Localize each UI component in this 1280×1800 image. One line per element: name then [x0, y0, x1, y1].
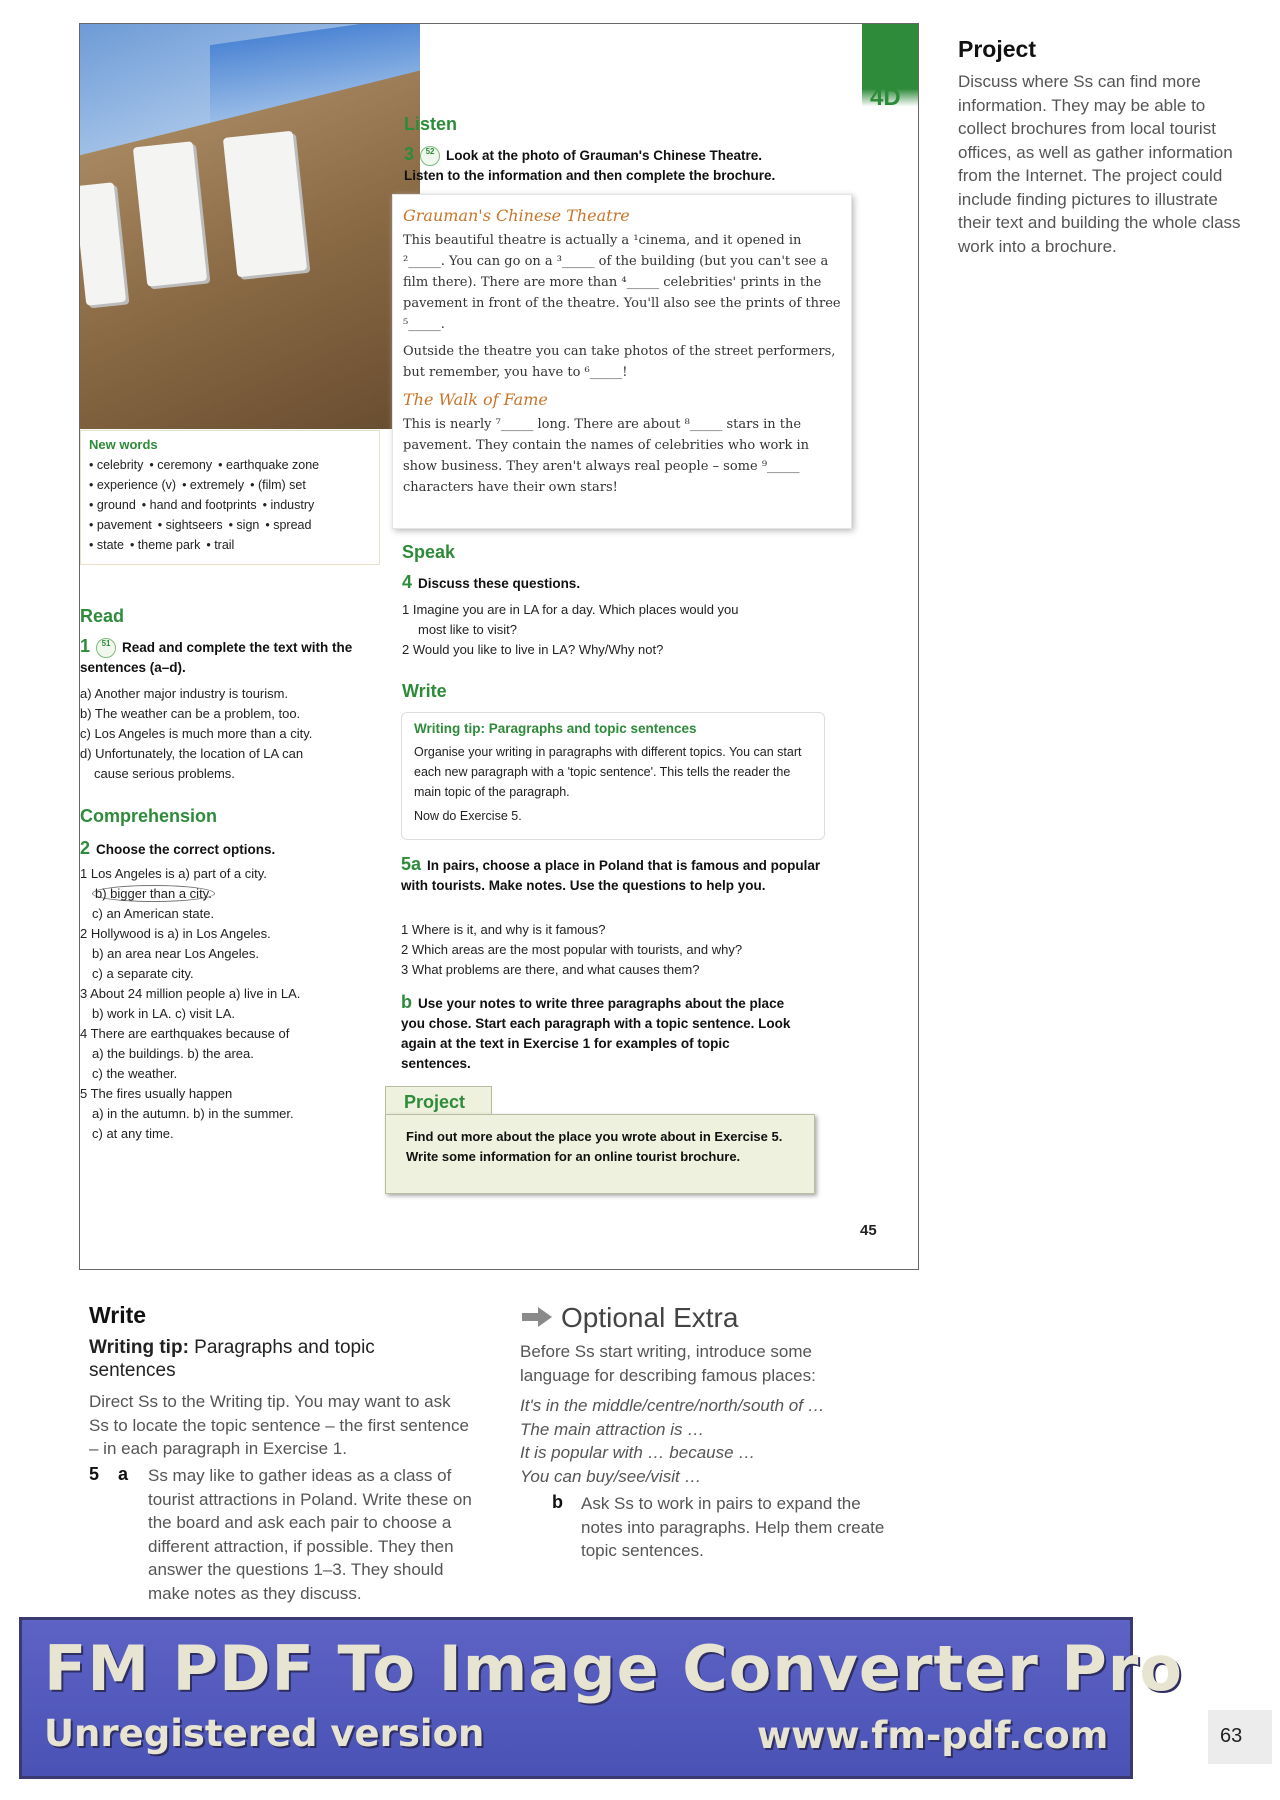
new-words-title: New words	[89, 437, 158, 452]
watermark-url: www.fm-pdf.com	[757, 1714, 1109, 1757]
brochure-title: The Walk of Fame	[403, 390, 548, 409]
speak-instruction: 4 Discuss these questions.	[402, 572, 581, 592]
optional-extra-phrases: It's in the middle/centre/north/south of … The main attraction is … It is popular with … because … You can buy/see/visit …	[520, 1396, 825, 1486]
optional-extra-intro: Before Ss start writing, introduce some language for describing famous places:	[520, 1342, 816, 1385]
write-notes-heading: Write	[89, 1302, 147, 1328]
new-words-row: • state • theme park • trail	[89, 538, 235, 552]
comprehension-heading: Comprehension	[80, 806, 218, 826]
project-label: Project	[404, 1092, 466, 1112]
listen-heading: Listen	[404, 114, 458, 134]
notes-ex5b-text: Ask Ss to work in pairs to expand the notes into paragraphs. Help them create topic sentences.	[581, 1494, 885, 1560]
student-page-number: 45	[860, 1222, 877, 1239]
brochure-title: Grauman's Chinese Theatre	[403, 206, 630, 225]
unit-tab	[862, 24, 918, 142]
listen-instruction: 3 52 Look at the photo of Grauman's Chinese Theatre. Listen to the information and then complete the brochure.	[404, 144, 776, 184]
brochure-paragraph: This is nearly ⁷_____ long. There are about ⁸_____ stars in the pavement. They contain the names of celebrities who work in show business. They aren't always real people – some ⁹_____ characters have their own stars!	[403, 417, 810, 495]
student-book-page	[79, 23, 919, 1270]
hollywood-sign-photo	[80, 24, 420, 429]
new-words-box	[80, 430, 380, 565]
notes-ex5b-letter: b	[552, 1492, 563, 1512]
exercise-5a-instruction: 5a In pairs, choose a place in Poland that is famous and popular with tourists. Make notes. Use the questions to help you.	[401, 854, 821, 893]
project-notes-body: Discuss where Ss can find more information. They may be able to collect brochures from local tourist offices, as well as gather information from the Internet. The project could include finding pictures to illustrate their text and building the whole class work into a brochure.	[958, 72, 1241, 256]
exercise-5a-questions: 1 Where is it, and why is it famous? 2 Which areas are the most popular with tourists, and why? 3 What problems are there, and what causes them?	[401, 922, 743, 977]
new-words-row: • ground • hand and footprints • industry	[89, 498, 315, 512]
writing-tip-now: Now do Exercise 5.	[414, 809, 522, 823]
new-words-row: • celebrity • ceremony • earthquake zone	[89, 458, 320, 472]
notes-ex5-number: 5	[89, 1464, 100, 1484]
project-text: Find out more about the place you wrote about in Exercise 5. Write some information for an online tourist brochure.	[406, 1129, 783, 1164]
notes-ex5a-text: Ss may like to gather ideas as a class of tourist attractions in Poland. Write these on the board and ask each pair to choose a different attraction, if possible. They then answer the questions 1–3. They should make notes as they discuss.	[148, 1466, 472, 1603]
writing-tip-body: Organise your writing in paragraphs with different topics. You can start each new paragraph with a 'topic sentence'. This tells the reader the main topic of the paragraph.	[414, 745, 802, 799]
speak-questions: 1 Imagine you are in LA for a day. Which places would you most like to visit? 2 Would you like to live in LA? Why/Why not?	[402, 602, 739, 657]
notes-ex5a-letter: a	[118, 1464, 129, 1484]
writing-tip-box	[401, 712, 825, 840]
cd-icon: 51	[96, 638, 116, 658]
watermark-title: FM PDF To Image Converter Pro	[44, 1632, 1183, 1705]
unit-tab-label: 4D	[870, 84, 901, 111]
writing-tip-notes-title: Writing tip: Paragraphs and topic sentences	[89, 1337, 375, 1381]
watermark-subtitle: Unregistered version	[44, 1712, 485, 1755]
write-heading: Write	[402, 681, 447, 701]
read-instruction: 1 51 Read and complete the text with the sentences (a–d).	[80, 636, 353, 676]
cd-icon: 52	[420, 146, 440, 166]
comprehension-instruction: 2 Choose the correct options.	[80, 838, 276, 858]
project-box	[385, 1114, 815, 1194]
brochure-box	[392, 194, 852, 529]
read-heading: Read	[80, 606, 125, 626]
new-words-row: • pavement • sightseers • sign • spread	[89, 518, 312, 532]
brochure-paragraph: This beautiful theatre is actually a ¹cinema, and it opened in ²_____. You can go on a ³_____ of the building (but you can't see a film there). There are more than ⁴_____ celebrities' prints in the pavement in front of the theatre. You'll also see the prints of three ⁵_____.	[403, 233, 841, 332]
new-words-row: • experience (v) • extremely • (film) set	[89, 478, 306, 492]
page-number: 63	[1220, 1725, 1243, 1747]
arrow-right-icon	[520, 1304, 554, 1330]
read-options: a) Another major industry is tourism. b) The weather can be a problem, too. c) Los Angeles is much more than a city. d) Unfortunately, the location of LA can cause serious problems.	[80, 686, 313, 781]
optional-extra-heading: Optional Extra	[561, 1302, 739, 1333]
write-notes-body: Direct Ss to the Writing tip. You may want to ask Ss to locate the topic sentence – the first sentence – in each paragraph in Exercise 1.	[89, 1392, 469, 1458]
speak-heading: Speak	[402, 542, 456, 562]
writing-tip-title: Writing tip: Paragraphs and topic sentences	[414, 721, 697, 736]
project-notes-heading: Project	[958, 36, 1036, 62]
comprehension-list: 1 Los Angeles is a) part of a city. b) bigger than a city. c) an American state. 2 Hollywood is a) in Los Angeles. b) an area near Los Angeles. c) a separate city. 3 About 24 million people a) live in LA. b) work in LA. c) visit LA. 4 There are earthquakes because of a) the buildings. b) the area. c) the weather. 5 The fires usually happen a) in the autumn. b) in the summer. c) at any time.	[80, 866, 301, 1141]
exercise-5b-instruction: b Use your notes to write three paragraphs about the place you chose. Start each paragraph with a topic sentence. Look again at the text in Exercise 1 for examples of topic sentences.	[401, 992, 791, 1071]
brochure-paragraph: Outside the theatre you can take photos of the street performers, but remember, you have to ⁶_____!	[403, 344, 836, 380]
